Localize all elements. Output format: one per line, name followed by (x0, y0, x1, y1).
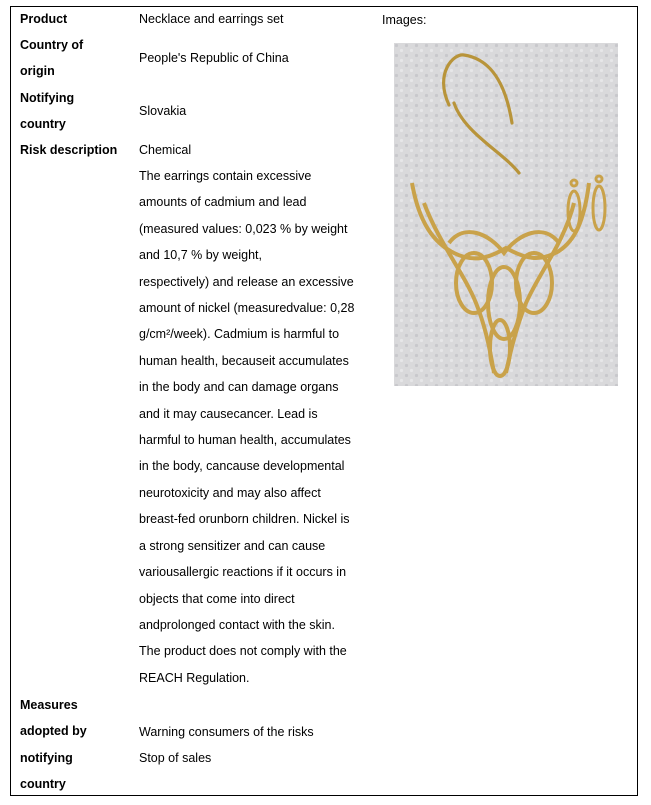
value-measure-1: Warning consumers of the risks (139, 725, 314, 739)
label-risk-description: Risk description (20, 143, 118, 157)
value-risk-text: The earrings contain excessive amounts of cadmium and lead (measured values: 0,023 % by weight and 10,7 % by weight, respectively) and release an excessive amount of nickel (measuredvalue: 0,28 g/cm²/week). Cadmium is harmful to human health, becauseit accumulates in the body and can damage organs and it may causecancer. Lead is harmful to human health, accumulates in the body, cancause developmental neurotoxicity and may also affect breast-fed orunborn children. Nickel is a strong sensitizer and can cause variousallergic reactions if it occurs in objects that come into direct andprolonged contact with the skin. The product does not comply with the REACH Regulation. (139, 169, 355, 685)
value-country-of-origin: People's Republic of China (139, 51, 289, 65)
value-risk-type: Chemical (139, 143, 192, 157)
label-product: Product (20, 12, 68, 26)
value-notifying-country: Slovakia (139, 104, 187, 118)
label-measures: Measures adopted by notifying country (20, 698, 87, 792)
label-notifying-country: Notifying country (20, 91, 75, 132)
product-photo (394, 43, 618, 386)
value-product: Necklace and earrings set (139, 12, 284, 26)
label-country-of-origin: Country of origin (20, 38, 84, 79)
images-label: Images: (382, 13, 427, 27)
value-measure-2: Stop of sales (139, 751, 212, 765)
